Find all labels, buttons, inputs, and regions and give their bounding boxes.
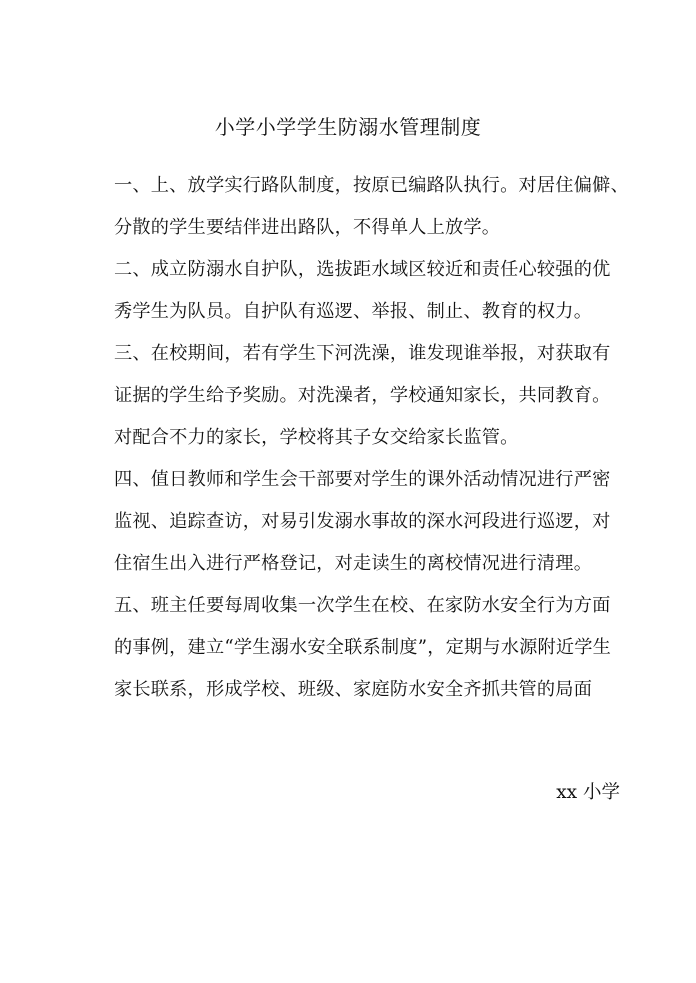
body-line: 三、在校期间，若有学生下河洗澡，谁发现谁举报，对获取有 [114,343,611,364]
body-line: 对配合不力的家长，学校将其子女交给家长监管。 [114,427,519,448]
body-line: 监视、追踪查访，对易引发溺水事故的深水河段进行巡逻，对 [114,511,611,532]
body-line: 五、班主任要每周收集一次学生在校、在家防水安全行为方面 [114,595,611,616]
body-line: 四、值日教师和学生会干部要对学生的课外活动情况进行严密 [114,469,611,490]
body-line: 二、成立防溺水自护队，选拔距水域区较近和责任心较强的优 [114,259,611,280]
signature: xx 小学 [556,782,620,803]
body-line: 证据的学生给予奖励。对洗澡者，学校通知家长，共同教育。 [114,385,611,406]
body-line: 分散的学生要结伴进出路队，不得单人上放学。 [114,217,501,238]
body-line: 家长联系，形成学校、班级、家庭防水安全齐抓共管的局面 [114,679,593,700]
body-line: 的事例，建立“学生溺水安全联系制度”，定期与水源附近学生 [114,637,612,658]
document-body [114,165,630,711]
body-line: 一、上、放学实行路队制度，按原已编路队执行。对居住偏僻、 [114,175,629,196]
body-line: 住宿生出入进行严格登记，对走读生的离校情况进行清理。 [114,553,593,574]
document-title: 小学小学学生防溺水管理制度 [214,115,482,139]
body-line: 秀学生为队员。自护队有巡逻、举报、制止、教育的权力。 [114,301,593,322]
